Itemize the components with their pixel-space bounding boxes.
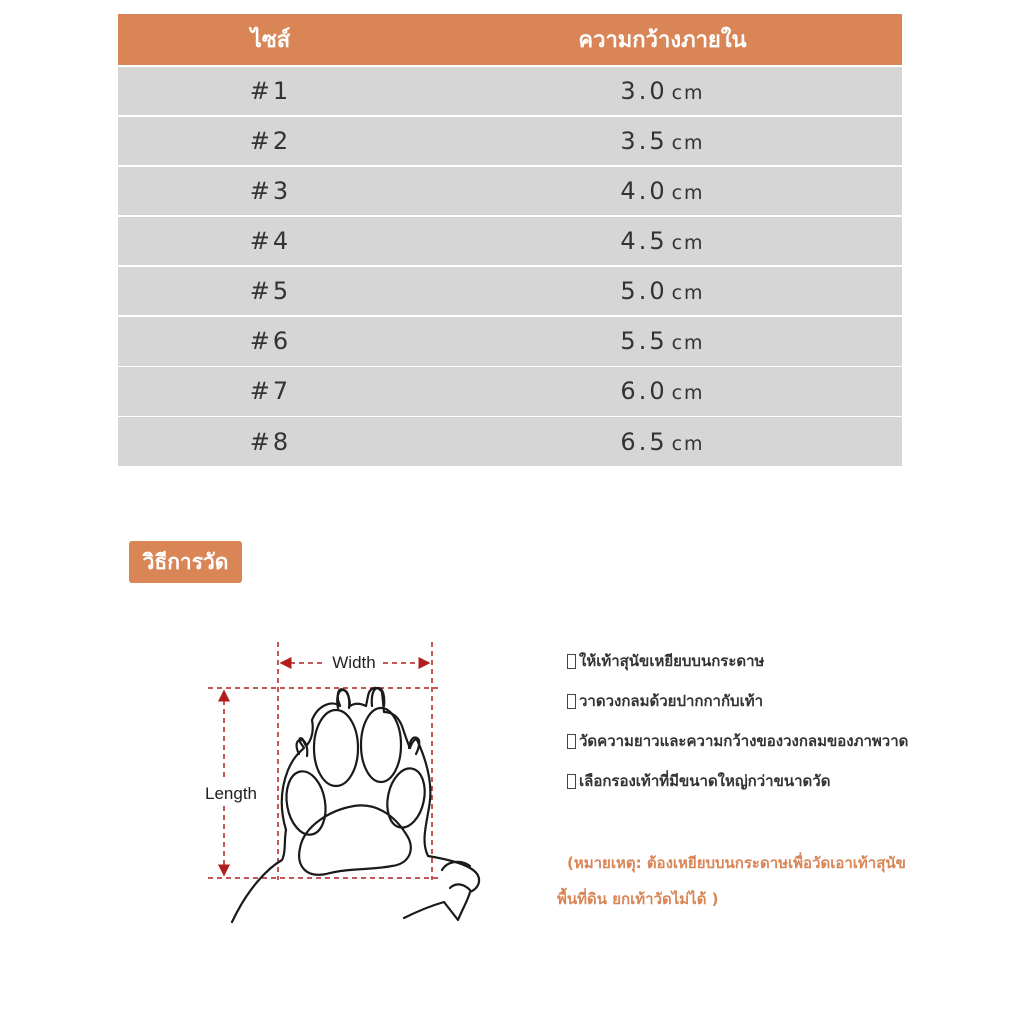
width-cell: [423, 227, 902, 255]
width-unit: cm: [671, 131, 705, 154]
size-cell: #2: [249, 126, 292, 155]
size-cell: #3: [249, 177, 292, 206]
step-text: ให้เท้าสุนัขเหยียบบนกระดาษ: [579, 652, 765, 670]
size-cell: #7: [249, 377, 292, 406]
width-value: 5.0: [620, 277, 668, 306]
size-cell: #1: [249, 76, 292, 105]
width-unit: cm: [671, 332, 705, 355]
width-cell: [423, 277, 902, 305]
width-cell: [423, 127, 902, 155]
size-cell: #4: [249, 227, 292, 256]
step-text: วาดวงกลมด้วยปากกากับเท้า: [579, 692, 764, 710]
measure-steps: [567, 648, 987, 808]
step-text: วัดความยาวและความกว้างของวงกลมของภาพวาด: [579, 732, 909, 750]
width-unit: cm: [671, 81, 705, 104]
checkbox-glyph-icon: [567, 734, 576, 749]
width-value: 4.5: [620, 227, 668, 256]
table-row: [118, 67, 902, 116]
width-unit: cm: [671, 432, 705, 455]
paw-measure-diagram: [190, 630, 500, 930]
width-cell: [423, 377, 902, 405]
checkbox-glyph-icon: [567, 654, 576, 669]
width-unit: cm: [671, 382, 705, 405]
checkbox-glyph-icon: [567, 694, 576, 709]
note-line-2: พื้นที่ดิน ยกเท้าวัดไม่ได้ ): [557, 890, 719, 908]
width-value: 3.5: [620, 126, 668, 155]
step-item: [567, 688, 987, 728]
width-unit: cm: [671, 282, 705, 305]
size-cell: #8: [249, 427, 292, 456]
width-cell: [423, 428, 902, 456]
width-label: Width: [332, 653, 376, 672]
width-cell: [423, 177, 902, 205]
width-value: 5.5: [620, 327, 668, 356]
step-item: [567, 648, 987, 688]
step-text: เลือกรองเท้าที่มีขนาดใหญ่กว่าขนาดวัด: [579, 772, 831, 790]
width-value: 4.0: [620, 177, 668, 206]
size-cell: #6: [249, 327, 292, 356]
width-cell: [423, 327, 902, 355]
length-label: Length: [205, 784, 257, 803]
width-value: 6.0: [620, 377, 668, 406]
measure-note: [557, 845, 997, 917]
table-row: [118, 117, 902, 166]
table-body: [118, 67, 902, 466]
header-inner-width: ความกว้างภายใน: [578, 28, 747, 53]
step-item: [567, 728, 987, 768]
width-unit: cm: [671, 232, 705, 255]
note-line-1: (หมายเหตุ: ต้องเหยียบบนกระดาษเพื่อวัดเอาเท้าสุนัข: [567, 854, 906, 872]
guide-lines: [208, 642, 440, 880]
width-unit: cm: [671, 182, 705, 205]
paw-icon: [232, 688, 479, 922]
size-table: [118, 14, 902, 466]
table-row: [118, 217, 902, 266]
measure-title-badge: วิธีการวัด: [129, 541, 242, 583]
width-value: 3.0: [620, 76, 668, 105]
width-cell: [423, 77, 902, 105]
table-row: [118, 417, 902, 466]
table-row: [118, 317, 902, 366]
table-row: [118, 267, 902, 316]
table-row: [118, 167, 902, 216]
size-cell: #5: [249, 277, 292, 306]
checkbox-glyph-icon: [567, 774, 576, 789]
header-size: ไซส์: [250, 28, 291, 53]
table-header: [118, 14, 902, 65]
width-value: 6.5: [620, 427, 668, 456]
table-row: [118, 367, 902, 416]
step-item: [567, 768, 987, 808]
